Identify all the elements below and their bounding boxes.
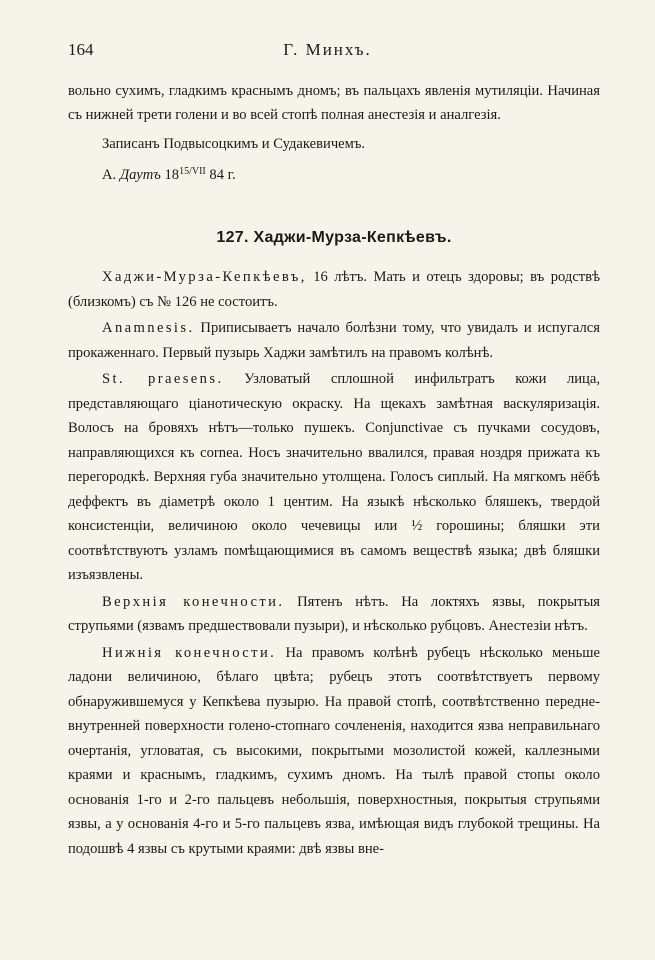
case-intro: [68, 265, 600, 314]
lower-limbs-text: На правомъ колѣнѣ рубецъ нѣсколько меньше ладони величиною, бѣлаго цвѣта; рубецъ этотъ соотвѣтствуетъ первому обнаружившемуся у Кепкѣева пузырю. На правой стопѣ, соотвѣтственно передне-внутренней поверхности голено-стопнаго сочлененія, находится язва неправильнаго очертанія, угловатая, съ высокими, покрытыми мозолистой кожей, каллезными краями и краснымъ, гладкимъ, сухимъ дномъ. На тылѣ правой стопы около основанія 1-го и 2-го пальцевъ небольшія, поверхностныя, покрытыя струпьями язвы, а у основанія 4-го и 5-го пальцевъ язва, имѣющая видъ глубокой трещины. На подошвѣ 4 язвы съ крутыми краями: двѣ язвы вне-: [68, 644, 600, 857]
lower-limbs-section: [68, 641, 600, 862]
date-place: Даутъ: [119, 167, 161, 183]
previous-case-continuation: вольно сухимъ, гладкимъ краснымъ дномъ; въ пальцахъ явленія мутиляціи. Начиная съ нижней трети голени и во всей стопѣ полная анестезія и аналгезія.: [68, 83, 600, 123]
recorded-by: Записанъ Подвысоцкимъ и Судакевичемъ.: [102, 136, 366, 152]
intro-text: 16 лѣтъ. Мать и отецъ здоровы; въ родствѣ (близкомъ) съ № 126 не состоитъ.: [68, 269, 600, 310]
patient-name: Хаджи-Мурза-Кепкѣевъ,: [102, 269, 307, 285]
anamnesis-section: [68, 316, 600, 365]
date-fraction: 15/VII: [179, 166, 206, 177]
anamnesis-text: Приписываетъ начало болѣзни тому, что увидалъ и испугался прокаженнаго. Первый пузырь Хаджи замѣтилъ на правомъ колѣнѣ.: [68, 320, 600, 361]
record-date: [68, 160, 600, 187]
page-body: [68, 80, 600, 861]
date-year: 84 г.: [209, 167, 236, 183]
status-text: Узловатый сплошной инфильтратъ кожи лица, представляющаго ціанотическую окраску. На щекахъ замѣтная васкуляризація. Волосъ на бровяхъ нѣтъ—только пушекъ. Conjunctivae съ пучками сосудовъ, направляющихся къ cornea. Носъ значительно ввалился, правая ноздря прижата къ перегородкѣ. Верхняя губа значительно утолщена. Голосъ сиплый. На мягкомъ нёбѣ деффектъ въ діаметрѣ около 1 центим. На языкѣ нѣсколько бляшекъ, твердой консистенціи, величиною около чечевицы или ½ горошины; бляшки эти соотвѣтствуютъ узламъ помѣщающимися въ самомъ веществѣ языка; двѣ бляшки изъязвлены.: [68, 371, 600, 583]
running-head: Г. Минхъ.: [283, 40, 372, 59]
anamnesis-heading: Anamnesis.: [102, 320, 195, 336]
page-header: [0, 40, 655, 68]
upper-limbs-text: Пятенъ нѣтъ. На локтяхъ язвы, покрытыя струпьями (язвамъ предшествовали пузыри), и нѣсколько рубцовъ. Анестезіи нѣтъ.: [68, 593, 600, 634]
status-praesens-section: [68, 367, 600, 588]
date-prefix: А.: [102, 167, 117, 183]
upper-limbs-heading: Верхнія конечности.: [102, 593, 285, 610]
upper-limbs-section: [68, 590, 600, 639]
case-title: 127. Хаджи-Мурза-Кепкѣевъ.: [216, 229, 452, 246]
date-day: 18: [164, 167, 180, 183]
page-number: 164: [68, 40, 94, 59]
status-heading: St. praesens.: [102, 371, 224, 387]
lower-limbs-heading: Нижнія конечности.: [102, 644, 277, 661]
